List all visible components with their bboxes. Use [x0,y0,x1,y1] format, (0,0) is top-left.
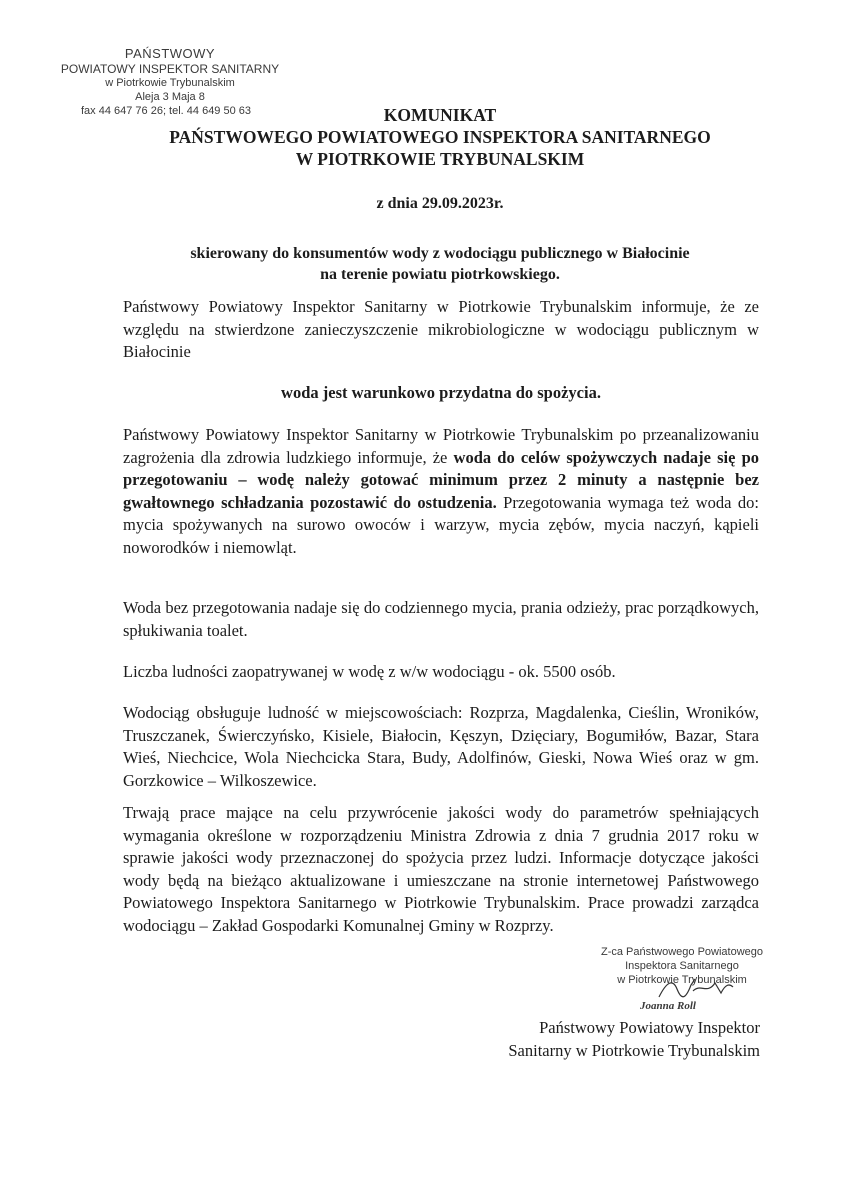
document-title [130,104,750,170]
document-date: z dnia 29.09.2023r. [376,195,504,212]
handwritten-signature [655,975,735,1003]
stamp-contact: fax 44 647 76 26; tel. 44 649 50 63 [80,104,252,117]
signatory-line: Państwowy Powiatowy Inspektor [539,1018,760,1037]
paragraph-works: Trwają prace mające na celu przywrócenie jakości wody do parametrów spełniających wymagania określone w rozporządzeniu Ministra Zdrowia z dnia 7 grudnia 2017 roku w sprawie jakości wody przeznaczonej do spożycia przez ludzi. Informacje dotyczące jakości wody będą na bieżąco aktualizowane i umieszczane na stronie internetowej Państwowego Powiatowego Inspektora Sanitarnego w Piotrkowie Trybunalskim. Prace prowadzi zarządca wodociągu – Zakład Gospodarki Komunalnej Gminy w Rozprzy. [123,803,759,935]
signatory-line: Sanitarny w Piotrkowie Trybunalskim [508,1041,760,1060]
title-line: W PIOTRKOWIE TRYBUNALSKIM [295,149,585,169]
stamp-line: PAŃSTWOWY [124,46,216,61]
addressee [110,243,770,285]
paragraph-uses: Woda bez przegotowania nadaje się do codziennego mycia, prania odzieży, prac porządkowych, spłukiwania toalet. [123,598,759,640]
stamp-line: Inspektora Sanitarnego [625,960,739,972]
addressee-line: na terenie powiatu piotrkowskiego. [320,266,560,283]
paragraph-population: Liczba ludności zaopatrywanej w wodę z w/w wodociągu - ok. 5500 osób. [123,662,616,681]
title-line: PAŃSTWOWEGO POWIATOWEGO INSPEKTORA SANITARNEGO [169,127,711,147]
signer-name: Joanna Roll [640,1000,696,1012]
verdict: woda jest warunkowo przydatna do spożycia. [281,383,601,402]
signatory [460,1016,760,1062]
boiling-instruction: woda do celów spożywczych nadaje się po przegotowaniu – wodę należy gotować minimum przez 2 minuty a następnie bez gwałtownego schładzania pozostawić do ostudzenia. [123,447,759,512]
paragraph-text: Przegotowania wymaga też woda do: mycia spożywanych na surowo owoców i warzyw, mycia zębów, mycia naczyń, kąpieli noworodków i niemowląt. [123,492,759,557]
paragraph-localities: Wodociąg obsługuje ludność w miejscowościach: Rozprza, Magdalenka, Cieślin, Wroników, Truszczanek, Świerczyńsko, Kisiele, Białocin, Kęszyn, Dzięciary, Bogumiłów, Bazar, Stara Wieś, Niechcice, Wola Niechcicka Stara, Budy, Adolfinów, Gieski, Nowa Wieś oraz w gm. Gorzkowice – Wilkoszewice. [123,703,759,790]
paragraph-intro: Państwowy Powiatowy Inspektor Sanitarny w Piotrkowie Trybunalskim informuje, że ze względu na stwierdzone zanieczyszczenie mikrobiologiczne w wodociągu publicznym w Białocinie [123,297,759,361]
paragraph-text: Państwowy Powiatowy Inspektor Sanitarny w Piotrkowie Trybunalskim po przeanalizowaniu zagrożenia dla zdrowia ludzkiego informuje, że [123,425,759,467]
title-line: KOMUNIKAT [383,105,497,125]
stamp-line: Z-ca Państwowego Powiatowego [600,946,764,958]
stamp-line: POWIATOWY INSPEKTOR SANITARNY [60,62,280,77]
paragraph-boiling [123,424,759,559]
stamp-line: w Piotrkowie Trybunalskim [105,77,235,90]
stamp-line: Aleja 3 Maja 8 [135,91,205,103]
addressee-line: skierowany do konsumentów wody z wodociągu publicznego w Białocinie [190,245,690,262]
stamp-line: w Piotrkowie Trybunalskim [617,974,747,986]
